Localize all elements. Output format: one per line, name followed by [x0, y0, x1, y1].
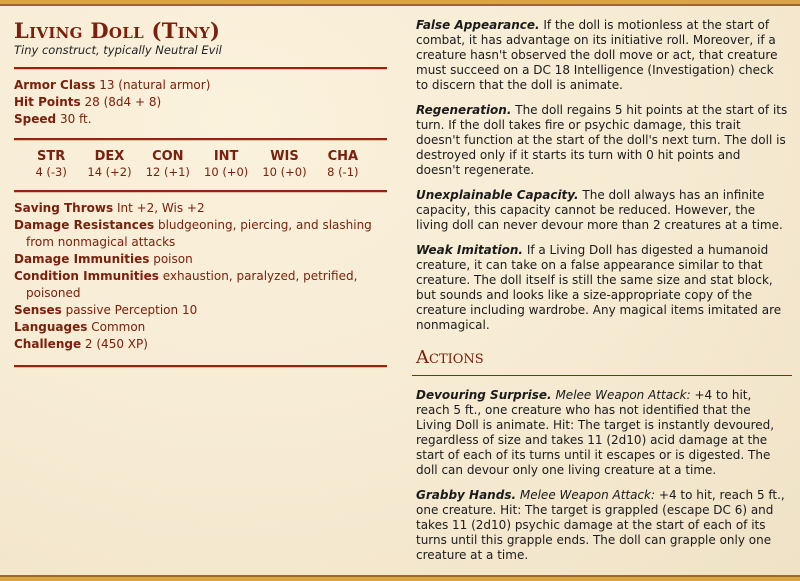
- saving-throws-value: Int +2, Wis +2: [116, 201, 205, 215]
- stat-block-right-column: [416, 18, 788, 573]
- ability-score: 12 (+1): [145, 165, 190, 179]
- ability-score: 10 (+0): [204, 165, 249, 179]
- ability-name: CON: [152, 149, 184, 164]
- trait-name: Unexplainable Capacity.: [416, 188, 579, 202]
- languages-value: Common: [91, 320, 146, 334]
- challenge-value: 2 (450 XP): [84, 337, 148, 351]
- armor-class-label: Armor Class: [14, 78, 96, 92]
- ability-name: DEX: [94, 149, 125, 164]
- trait-text: If a Living Doll has digested a humanoid creature, it can take on a false appearance similar to that creature. The doll itself is still the same size and stat block, but sounds and looks like a size-appropriate copy of the creature including wardrobe. Any magical items imitated are nonmagical.: [416, 243, 782, 332]
- monster-subtitle: Tiny construct, typically Neutral Evil: [14, 43, 222, 57]
- ability-score: 10 (+0): [262, 165, 307, 179]
- ability-wis: [255, 148, 313, 180]
- monster-name: Living Doll (Tiny): [14, 18, 221, 43]
- ability-con: [139, 148, 197, 180]
- senses-line: [14, 302, 387, 319]
- ability-name: STR: [37, 149, 66, 164]
- section-divider: [14, 365, 387, 367]
- saving-throws-label: Saving Throws: [14, 201, 114, 215]
- challenge-line: [14, 336, 387, 353]
- action-grabby-hands: [416, 488, 788, 563]
- actions-divider: [412, 375, 792, 376]
- trait-text: If the doll is motionless at the start of combat, it has advantage on its initiative roll. Moreover, if a creature hasn't observed the doll move or act, that creature must succeed on a DC 18 Intelligence (Investigation) check to discern that the doll is animate.: [416, 18, 778, 92]
- action-name: Devouring Surprise.: [416, 388, 552, 402]
- trait-regeneration: [416, 103, 788, 178]
- ability-name: WIS: [270, 149, 299, 164]
- challenge-label: Challenge: [14, 337, 82, 351]
- trait-text: The doll regains 5 hit points at the start of its turn. If the doll takes fire or psychic damage, this trait doesn't function at the start of the doll's next turn. The doll is destroyed only if it starts its turn with 0 hit points and doesn't regenerate.: [416, 103, 788, 177]
- hit-points-label: Hit Points: [14, 95, 81, 109]
- action-name: Grabby Hands.: [416, 488, 517, 502]
- armor-class-value: 13 (natural armor): [99, 78, 211, 92]
- trait-name: False Appearance.: [416, 18, 540, 32]
- languages-line: [14, 319, 387, 336]
- top-border: [0, 4, 800, 6]
- ability-score: 8 (-1): [327, 165, 359, 179]
- ability-scores: [22, 148, 372, 180]
- languages-label: Languages: [14, 320, 88, 334]
- trait-text: The doll always has an infinite capacity, this capacity cannot be reduced. However, the living doll can never devour more than 2 creatures at a time.: [416, 188, 783, 232]
- saving-throws-line: [14, 200, 387, 217]
- senses-value: passive Perception 10: [65, 303, 198, 317]
- stat-block-left-column: [14, 18, 387, 375]
- damage-immunities-label: Damage Immunities: [14, 252, 150, 266]
- damage-immunities-value: poison: [153, 252, 193, 266]
- damage-resistances-value: bludgeoning, piercing, and slashing from nonmagical attacks: [26, 218, 372, 249]
- senses-label: Senses: [14, 303, 62, 317]
- ability-str: [22, 148, 80, 180]
- damage-resistances-label: Damage Resistances: [14, 218, 155, 232]
- condition-immunities-value: exhaustion, paralyzed, petrified, poisoned: [26, 269, 358, 300]
- ability-name: CHA: [327, 149, 359, 164]
- hit-points-line: [14, 94, 387, 111]
- condition-immunities-line: [14, 268, 387, 302]
- trait-name: Regeneration.: [416, 103, 512, 117]
- ability-score: 14 (+2): [87, 165, 132, 179]
- ability-name: INT: [213, 149, 239, 164]
- section-divider: [14, 67, 387, 69]
- damage-immunities-line: [14, 251, 387, 268]
- bottom-border: [0, 575, 800, 577]
- armor-class-line: [14, 77, 387, 94]
- action-type: Melee Weapon Attack:: [555, 388, 691, 402]
- trait-name: Weak Imitation.: [416, 243, 523, 257]
- hit-points-value: 28 (8d4 + 8): [84, 95, 162, 109]
- speed-value: 30 ft.: [59, 112, 92, 126]
- action-text: +4 to hit, reach 5 ft., one creature who has not identified that the Living Doll is animate. Hit: The target is instantly devoured, regardless of size and takes 11 (2d10) acid damage at the start of each of its turns until it escapes or is digested. The doll can devour only one living creature at a time.: [416, 388, 775, 477]
- action-devouring-surprise: [416, 388, 788, 478]
- action-type: Melee Weapon Attack:: [519, 488, 656, 502]
- section-divider: [14, 190, 387, 192]
- ability-int: [197, 148, 255, 180]
- ability-cha: [314, 148, 372, 180]
- trait-weak-imitation: [416, 243, 788, 333]
- trait-false-appearance: [416, 18, 788, 93]
- ability-dex: [80, 148, 138, 180]
- action-text: +4 to hit, reach 5 ft., one creature. Hit: The target is grappled (escape DC 6) and takes 11 (2d10) psychic damage at the start of each of its turns until this grapple ends. The doll can grapple only one creature at a time.: [416, 488, 785, 562]
- condition-immunities-label: Condition Immunities: [14, 269, 159, 283]
- damage-resistances-line: [14, 217, 387, 251]
- trait-unexplainable-capacity: [416, 188, 788, 233]
- speed-line: [14, 111, 387, 128]
- speed-label: Speed: [14, 112, 57, 126]
- section-divider: [14, 138, 387, 140]
- ability-score: 4 (-3): [35, 165, 67, 179]
- actions-heading: Actions: [416, 347, 484, 368]
